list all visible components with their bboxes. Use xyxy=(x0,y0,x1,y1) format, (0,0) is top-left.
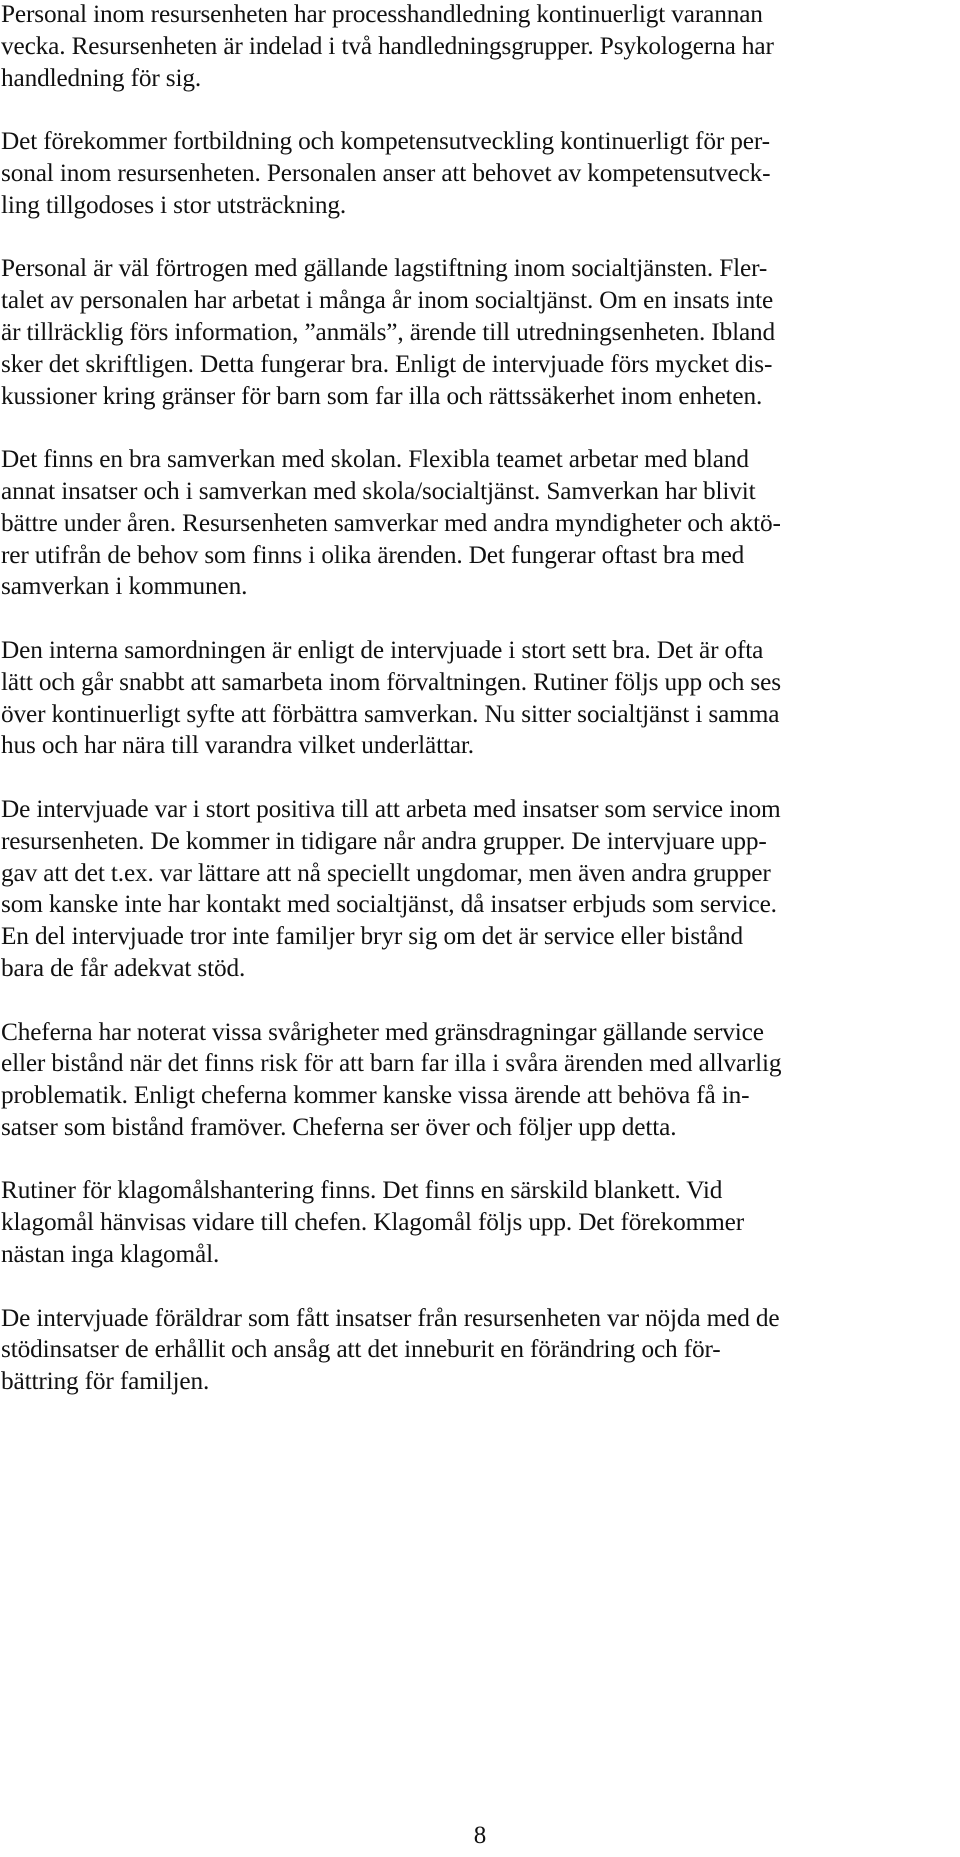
text-line: lätt och går snabbt att samarbeta inom förvaltningen. Rutiner följs upp och ses xyxy=(1,667,781,696)
paragraph xyxy=(1,1017,954,1144)
text-line: kussioner kring gränser för barn som far illa och rättssäkerhet inom enheten. xyxy=(1,381,763,410)
text-line: bättring för familjen. xyxy=(1,1367,210,1396)
text-line: Cheferna har noterat vissa svårigheter med gränsdragningar gällande service xyxy=(1,1017,764,1046)
paragraph xyxy=(1,444,954,603)
text-line: rer utifrån de behov som finns i olika ärenden. Det fungerar oftast bra med xyxy=(1,540,745,569)
paragraph xyxy=(1,1303,954,1398)
text-line: En del intervjuade tror inte familjer bryr sig om det är service eller bistånd xyxy=(1,922,744,951)
text-line: samverkan i kommunen. xyxy=(1,572,248,601)
text-line: Personal är väl förtrogen med gällande lagstiftning inom socialtjänsten. Fler- xyxy=(1,254,768,283)
paragraph xyxy=(1,1175,954,1270)
text-line: bättre under åren. Resursenheten samverkar med andra myndigheter och aktö- xyxy=(1,508,781,537)
text-line: är tillräcklig förs information, ”anmäls”, ärende till utredningsenheten. Ibland xyxy=(1,317,776,346)
paragraph xyxy=(1,635,954,762)
text-line: Personal inom resursenheten har processhandledning kontinuerligt varannan xyxy=(1,0,763,28)
text-line: satser som bistånd framöver. Cheferna ser över och följer upp detta. xyxy=(1,1112,677,1141)
text-line: talet av personalen har arbetat i många år inom socialtjänst. Om en insats inte xyxy=(1,286,774,315)
text-line: klagomål hänvisas vidare till chefen. Klagomål följs upp. Det förekommer xyxy=(1,1208,744,1237)
text-line: gav att det t.ex. var lättare att nå speciellt ungdomar, men även andra grupper xyxy=(1,858,771,887)
text-line: annat insatser och i samverkan med skola/socialtjänst. Samverkan har blivit xyxy=(1,476,756,505)
text-line: Rutiner för klagomålshantering finns. Det finns en särskild blankett. Vid xyxy=(1,1176,723,1205)
text-line: eller bistånd när det finns risk för att barn far illa i svåra ärenden med allvarlig xyxy=(1,1049,782,1078)
page-number: 8 xyxy=(473,1822,487,1849)
text-line: ling tillgodoses i stor utsträckning. xyxy=(1,190,347,219)
text-line: problematik. Enligt cheferna kommer kanske vissa ärende att behöva få in- xyxy=(1,1081,750,1110)
text-line: nästan inga klagomål. xyxy=(1,1240,220,1269)
text-line: sonal inom resursenheten. Personalen anser att behovet av kompetensutveck- xyxy=(1,158,771,187)
paragraph xyxy=(1,0,954,94)
text-line: vecka. Resursenheten är indelad i två handledningsgrupper. Psykologerna har xyxy=(1,31,774,60)
paragraph xyxy=(1,794,954,985)
text-line: som kanske inte har kontakt med socialtjänst, då insatser erbjuds som service. xyxy=(1,890,777,919)
text-line: över kontinuerligt syfte att förbättra samverkan. Nu sitter socialtjänst i samma xyxy=(1,699,780,728)
text-line: De intervjuade föräldrar som fått insatser från resursenheten var nöjda med de xyxy=(1,1303,780,1332)
text-line: bara de får adekvat stöd. xyxy=(1,953,246,982)
document-body xyxy=(1,0,954,1430)
text-line: Det finns en bra samverkan med skolan. Flexibla teamet arbetar med bland xyxy=(1,445,749,474)
paragraph xyxy=(1,126,954,221)
text-line: handledning för sig. xyxy=(1,63,202,92)
text-line: stödinsatser de erhållit och ansåg att det inneburit en förändring och för- xyxy=(1,1335,721,1364)
text-line: resursenheten. De kommer in tidigare når andra grupper. De intervjuare upp- xyxy=(1,826,767,855)
text-line: Den interna samordningen är enligt de intervjuade i stort sett bra. Det är ofta xyxy=(1,635,764,664)
text-line: De intervjuade var i stort positiva till att arbeta med insatser som service inom xyxy=(1,794,781,823)
text-line: Det förekommer fortbildning och kompetensutveckling kontinuerligt för per- xyxy=(1,127,770,156)
text-line: hus och har nära till varandra vilket underlättar. xyxy=(1,731,474,760)
text-line: sker det skriftligen. Detta fungerar bra. Enligt de intervjuade förs mycket dis- xyxy=(1,349,773,378)
paragraph xyxy=(1,253,954,412)
